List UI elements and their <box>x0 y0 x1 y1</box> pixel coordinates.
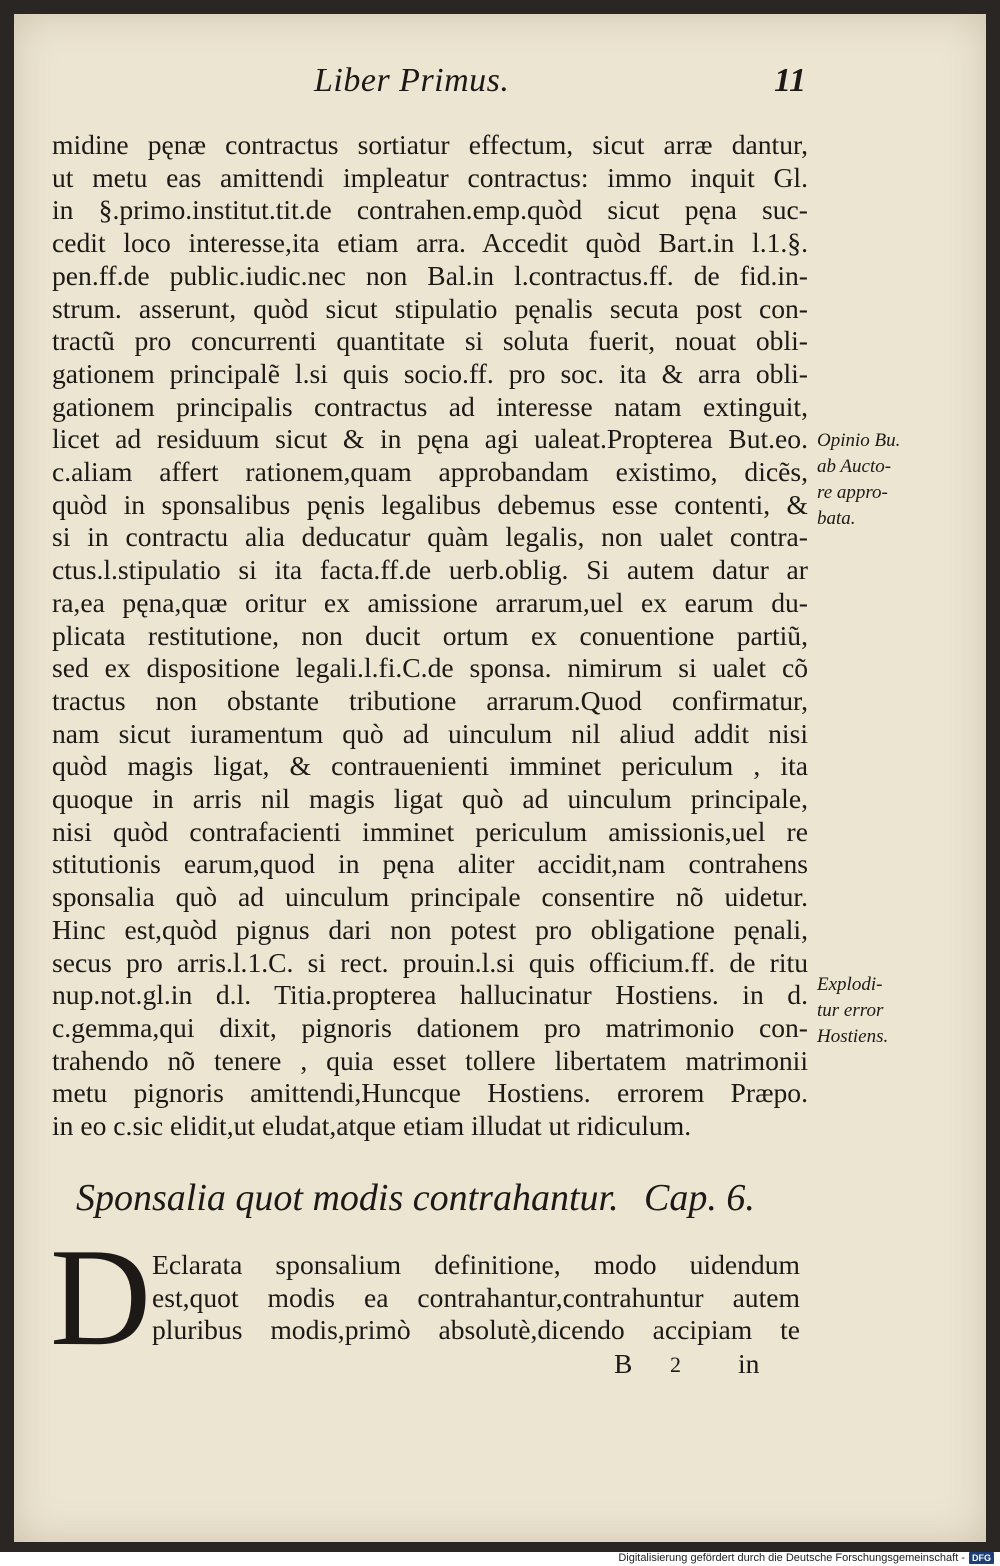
text-line: est,quot modis ea contrahantur,contrahuntur autem <box>152 1281 800 1313</box>
text-line: Hinc est,quòd pignus dari non potest pro obligatione pęnali, <box>52 913 808 945</box>
margin-note-line: re appro- <box>817 482 888 503</box>
text-line: ctus.l.stipulatio si ita facta.ff.de uerb.oblig. Si autem datur ar <box>52 554 808 586</box>
text-line: pen.ff.de public.iudic.nec non Bal.in l.contractus.ff. de fid.in- <box>52 259 808 291</box>
text-line: quòd magis ligat, & contrauenienti imminet periculum , ita <box>52 750 808 782</box>
signature-number: 2 <box>670 1352 681 1377</box>
margin-note-line: Hostiens. <box>817 1026 889 1047</box>
chapter-heading <box>76 1176 755 1220</box>
margin-note-line: ab Aucto- <box>817 456 892 477</box>
drop-cap: D <box>50 1220 152 1375</box>
text-line: cedit loco interesse,ita etiam arra. Accedit quòd Bart.in l.1.§. <box>52 227 808 259</box>
text-line: plicata restitutione, non ducit ortum ex conuentione partiũ, <box>52 619 808 651</box>
running-head: Liber Primus. <box>314 62 510 99</box>
margin-note-line: tur error <box>817 1000 884 1021</box>
text-line: nup.not.gl.in d.l. Titia.propterea hallucinatur Hostiens. in d. <box>52 979 808 1011</box>
text-line: trahendo nõ tenere , quia esset tollere libertatem matrimonii <box>52 1044 808 1076</box>
margin-note-opinio <box>817 428 927 532</box>
chapter-title: Sponsalia quot modis contrahantur. <box>76 1177 619 1219</box>
text-line: Eclarata sponsalium definitione, modo uidendum <box>152 1249 800 1280</box>
text-line: sed ex dispositione legali.l.fi.C.de sponsa. nimirum si ualet cõ <box>52 652 808 684</box>
margin-note-line: Explodi- <box>817 974 883 995</box>
text-line: c.gemma,qui dixit, pignoris dationem pro matrimonio con- <box>52 1011 808 1043</box>
margin-note-line: Opinio Bu. <box>817 430 901 451</box>
text-line: nisi quòd contrafacienti imminet periculum amissionis,uel re <box>52 815 808 847</box>
text-line: stitutionis earum,quod in pęna aliter accidit,nam contrahens <box>52 848 808 880</box>
text-line: in eo c.sic elidit,ut eludat,atque etiam illudat ut ridiculum. <box>52 1110 692 1142</box>
main-text-block <box>52 129 808 1143</box>
catchword: in <box>738 1348 760 1379</box>
chapter-number: Cap. 6. <box>644 1177 755 1219</box>
text-line: gationem principalẽ l.si quis socio.ff. pro soc. ita & arra obli- <box>52 357 808 389</box>
text-line: licet ad residuum sicut & in pęna agi ualeat.Propterea But.eo. <box>52 423 808 455</box>
text-line: c.aliam affert rationem,quam approbandam existimo, dicẽs, <box>52 456 808 488</box>
signature-mark: B <box>614 1348 633 1379</box>
text-line: nam sicut iuramentum quò ad uinculum nil aliud addit nisi <box>52 717 808 749</box>
dfg-logo: DFG <box>969 1552 994 1564</box>
footer-text: Digitalisierung gefördert durch die Deutsche Forschungsgemeinschaft - <box>618 1552 965 1564</box>
digitization-footer <box>618 1552 994 1564</box>
text-line: pluribus modis,primò absolutè,dicendo accipiam te <box>152 1314 800 1346</box>
text-line: ra,ea pęna,quæ oritur ex amissione arrarum,uel ex earum du- <box>52 586 808 618</box>
margin-note-explodi <box>817 972 927 1050</box>
margin-note-line: bata. <box>817 508 856 529</box>
text-line: tractũ pro concurrenti quantitate si soluta fuerit, nouat obli- <box>52 325 808 357</box>
text-line: quòd in sponsalibus pęnis legalibus debemus esse contenti, & <box>52 488 808 520</box>
text-line: midine pęnæ contractus sortiatur effectum, sicut arræ dantur, <box>52 129 808 160</box>
chapter-text-block <box>152 1249 800 1347</box>
text-line: si in contractu alia deducatur quàm legalis, non ualet contra- <box>52 521 808 553</box>
text-line: metu pignoris amittendi,Huncque Hostiens. errorem Præpo. <box>52 1077 808 1109</box>
text-line: quoque in arris nil magis ligat quò ad uinculum principale, <box>52 783 808 815</box>
text-line: sponsalia quò ad uinculum principale consentire nõ uidetur. <box>52 881 808 913</box>
text-line: tractus non obstante tributione arrarum.Quod confirmatur, <box>52 684 808 716</box>
text-line: strum. asserunt, quòd sicut stipulatio pęnalis secuta post con- <box>52 292 808 324</box>
text-line: in §.primo.institut.tit.de contrahen.emp.quòd sicut pęna suc- <box>52 194 808 226</box>
text-line: gationem principalis contractus ad interesse natam extinguit, <box>52 390 808 422</box>
text-line: ut metu eas amittendi impleatur contractus: immo inquit Gl. <box>52 161 808 193</box>
page-number: 11 <box>774 62 807 99</box>
text-line: secus pro arris.l.1.C. si rect. prouin.l.si quis officium.ff. de ritu <box>52 946 808 978</box>
